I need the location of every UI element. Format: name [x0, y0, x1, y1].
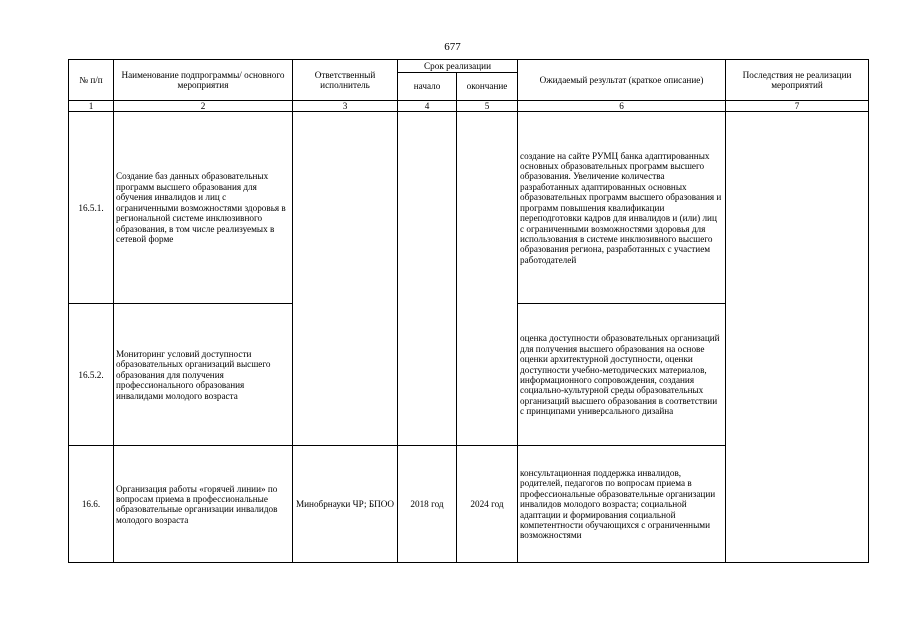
- column-number: 5: [457, 101, 518, 112]
- header-consequences: Последствия не реализации мероприятий: [726, 60, 869, 101]
- expected-result: создание на сайте РУМЦ банка адаптированных основных образовательных программ высшего образования. Увеличение количества разработанных адаптированных основных образовательных программ высшего образования и программ повышения квалификации переподготовки кадров для инвалидов и (или) лиц с ограниченными возможностями здоровья для использования в системе инклюзивного высшего образования региона, разработанных с участием работодателей: [518, 112, 726, 304]
- executor-cell: Минобрнауки ЧР; БПОО: [293, 446, 398, 563]
- header-num: № п/п: [69, 60, 114, 101]
- column-number: 3: [293, 101, 398, 112]
- expected-result: консультационная поддержка инвалидов, родителей, педагогов по вопросам приема в профессиональные образовательные организации инвалидов молодого возраста; социальной адаптации и формирования социальной компетентности обучающихся с ограниченными возможностями: [518, 446, 726, 563]
- header-executor: Ответственный исполнитель: [293, 60, 398, 101]
- start-cell: [398, 112, 457, 446]
- row-number: 16.5.1.: [69, 112, 114, 304]
- header-start: начало: [398, 73, 457, 101]
- activities-table: [68, 59, 869, 563]
- consequences-cell: [726, 112, 869, 563]
- end-cell: [457, 112, 518, 446]
- row-number: 16.5.2.: [69, 304, 114, 446]
- column-number: 2: [114, 101, 293, 112]
- table-row: [69, 112, 869, 304]
- column-number: 1: [69, 101, 114, 112]
- column-number: 4: [398, 101, 457, 112]
- column-number: 6: [518, 101, 726, 112]
- activity-name: Создание баз данных образовательных программ высшего образования для обучения инвалидов и лиц с ограниченными возможностями здоровья в региональной системе инклюзивного образования, в том числе реализуемых в сетевой форме: [114, 112, 293, 304]
- row-number: 16.6.: [69, 446, 114, 563]
- end-cell: 2024 год: [457, 446, 518, 563]
- activity-name: Организация работы «горячей линии» по вопросам приема в профессиональные образовательные организации инвалидов молодого возраста: [114, 446, 293, 563]
- executor-cell: [293, 112, 398, 446]
- activity-name: Мониторинг условий доступности образовательных организаций высшего образования для получения профессионального образования инвалидами молодого возраста: [114, 304, 293, 446]
- header-result: Ожидаемый результат (краткое описание): [518, 60, 726, 101]
- header-name: Наименование подпрограммы/ основного мероприятия: [114, 60, 293, 101]
- start-cell: 2018 год: [398, 446, 457, 563]
- header-end: окончание: [457, 73, 518, 101]
- header-period: Срок реализации: [398, 60, 518, 73]
- column-number: 7: [726, 101, 869, 112]
- page-number: 677: [444, 41, 461, 53]
- expected-result: оценка доступности образовательных организаций для получения высшего образования на основе оценки архитектурной доступности, оценки доступности учебно-методических материалов, информационного сопровождения, создания социально-культурной среды образовательных организаций высшего образования в соответствии с принципами универсального дизайна: [518, 304, 726, 446]
